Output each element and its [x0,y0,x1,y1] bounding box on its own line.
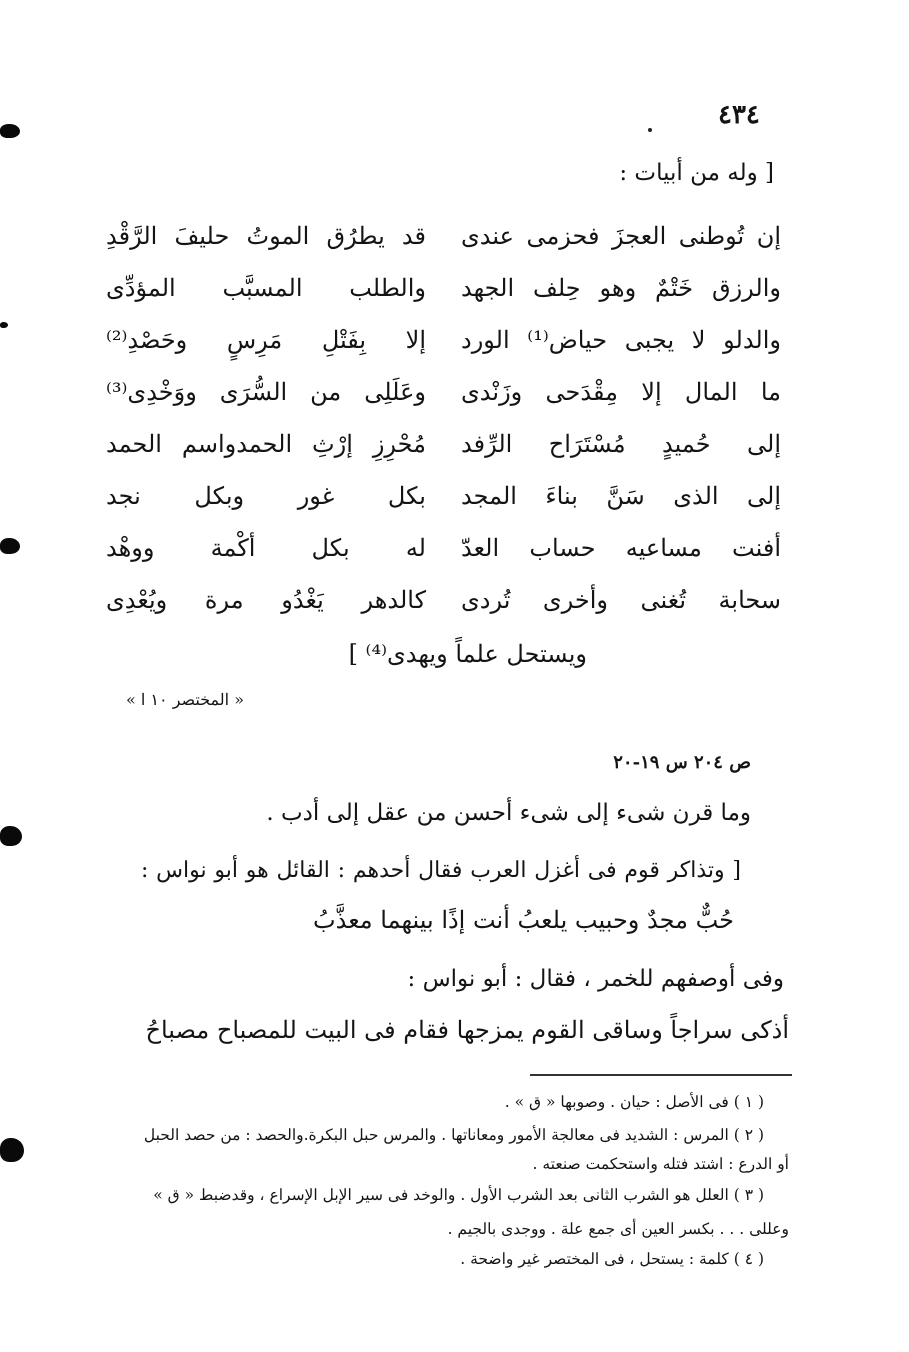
verse-first-half: إلى الذى سَنَّ بناءَ المجد [461,482,781,510]
verse-line [106,222,781,274]
footnote-continuation: وعللى . . . بكسر العين أى جمع علة . ووجدى بالجيم . [447,1220,789,1238]
verse-line [106,586,781,638]
binding-mark [0,1138,24,1162]
binding-mark [0,124,20,138]
verse-first-half: أفنت مساعيه حساب العدّ [461,534,781,562]
verse-first-half: والرزق خَتْمٌ وهو حِلف الجهد [461,274,781,302]
verse-line [106,482,781,534]
verse-second-half: وعَلَلِى من السُّرَى ووَخْدِى⁽³⁾ [106,378,426,406]
quoted-verse: أذكى سراجاً وساقى القوم يمزجها فقام فى البيت للمصباح مصباحُ [145,1016,789,1044]
verse-second-half: مُحْرِزِ إرْثِ الحمدواسم الحمد [106,430,426,458]
verse-first-half: سحابة تُغنى وأخرى تُردى [461,586,781,614]
verse-first-half: إلى حُميدٍ مُسْتَرَاح الرِّفد [461,430,781,458]
footnote-divider [530,1074,792,1076]
verse-second-half: والطلب المسبَّب المؤدِّى [106,274,426,302]
footnote: ( ٤ ) كلمة : يستحل ، فى المختصر غير واضحة . [460,1250,764,1268]
prose-line: [ وتذاكر قوم فى أغزل العرب فقال أحدهم : القائل هو أبو نواس : [141,858,741,883]
poem-heading: [ وله من أبيات : [619,160,774,186]
source-citation: « المختصر ١٠ ا » [126,690,244,709]
verse-second-half: إلا بِفَتْلِ مَرِسٍ وحَصْدِ⁽²⁾ [106,326,426,354]
verse-first-half: إن تُوطنى العجزَ فحزمى عندى [461,222,781,250]
verse-second-half: كالدهر يَغْدُو مرة ويُعْدِى [106,586,426,614]
page-line-reference: ص ٢٠٤ س ١٩-٢٠ [613,752,751,773]
ink-dot [648,128,652,132]
quoted-verse: حُبٌّ مجدٌ وحبيب يلعبُ أنت إذًا بينهما معذَّبُ [313,906,734,934]
prose-line: وفى أوصفهم للخمر ، فقال : أبو نواس : [407,966,784,992]
verse-line [106,534,781,586]
verse-second-half: قد يطرُق الموتُ حليفَ الرَّقْدِ [106,222,426,250]
binding-mark [0,538,20,554]
binding-mark [0,826,22,846]
verse-line [106,430,781,482]
verse-line [106,274,781,326]
verse-line [106,326,781,378]
verse-line [106,378,781,430]
verse-closing-line: ويستحل علماً ويهدى⁽⁴⁾ ] [348,640,587,668]
footnote: ( ٢ ) المرس : الشديد فى معالجة الأمور ومعاناتها . والمرس حبل البكرة.والحصد : من حصد الحبل [143,1126,764,1144]
binding-mark [0,322,8,328]
footnote: ( ٣ ) العلل هو الشرب الثانى بعد الشرب الأول . والوخد فى سير الإبل الإسراع ، وقدضبط « ق » [153,1186,764,1204]
verse-first-half: ما المال إلا مِقْدَحى وزَنْدى [461,378,781,406]
verse-second-half: له بكل أكْمة ووهْد [106,534,426,562]
footnote-continuation: أو الدرع : اشتد فتله واستحكمت صنعته . [532,1155,789,1173]
verse-first-half: والدلو لا يجبى حياض⁽¹⁾ الورد [461,326,781,354]
page-number: ٤٣٤ [718,100,760,130]
prose-line: وما قرن شىء إلى شىء أحسن من عقل إلى أدب . [266,800,751,826]
footnote: ( ١ ) فى الأصل : حيان . وصوبها « ق » . [504,1093,764,1111]
verse-second-half: بكل غور وبكل نجد [106,482,426,510]
